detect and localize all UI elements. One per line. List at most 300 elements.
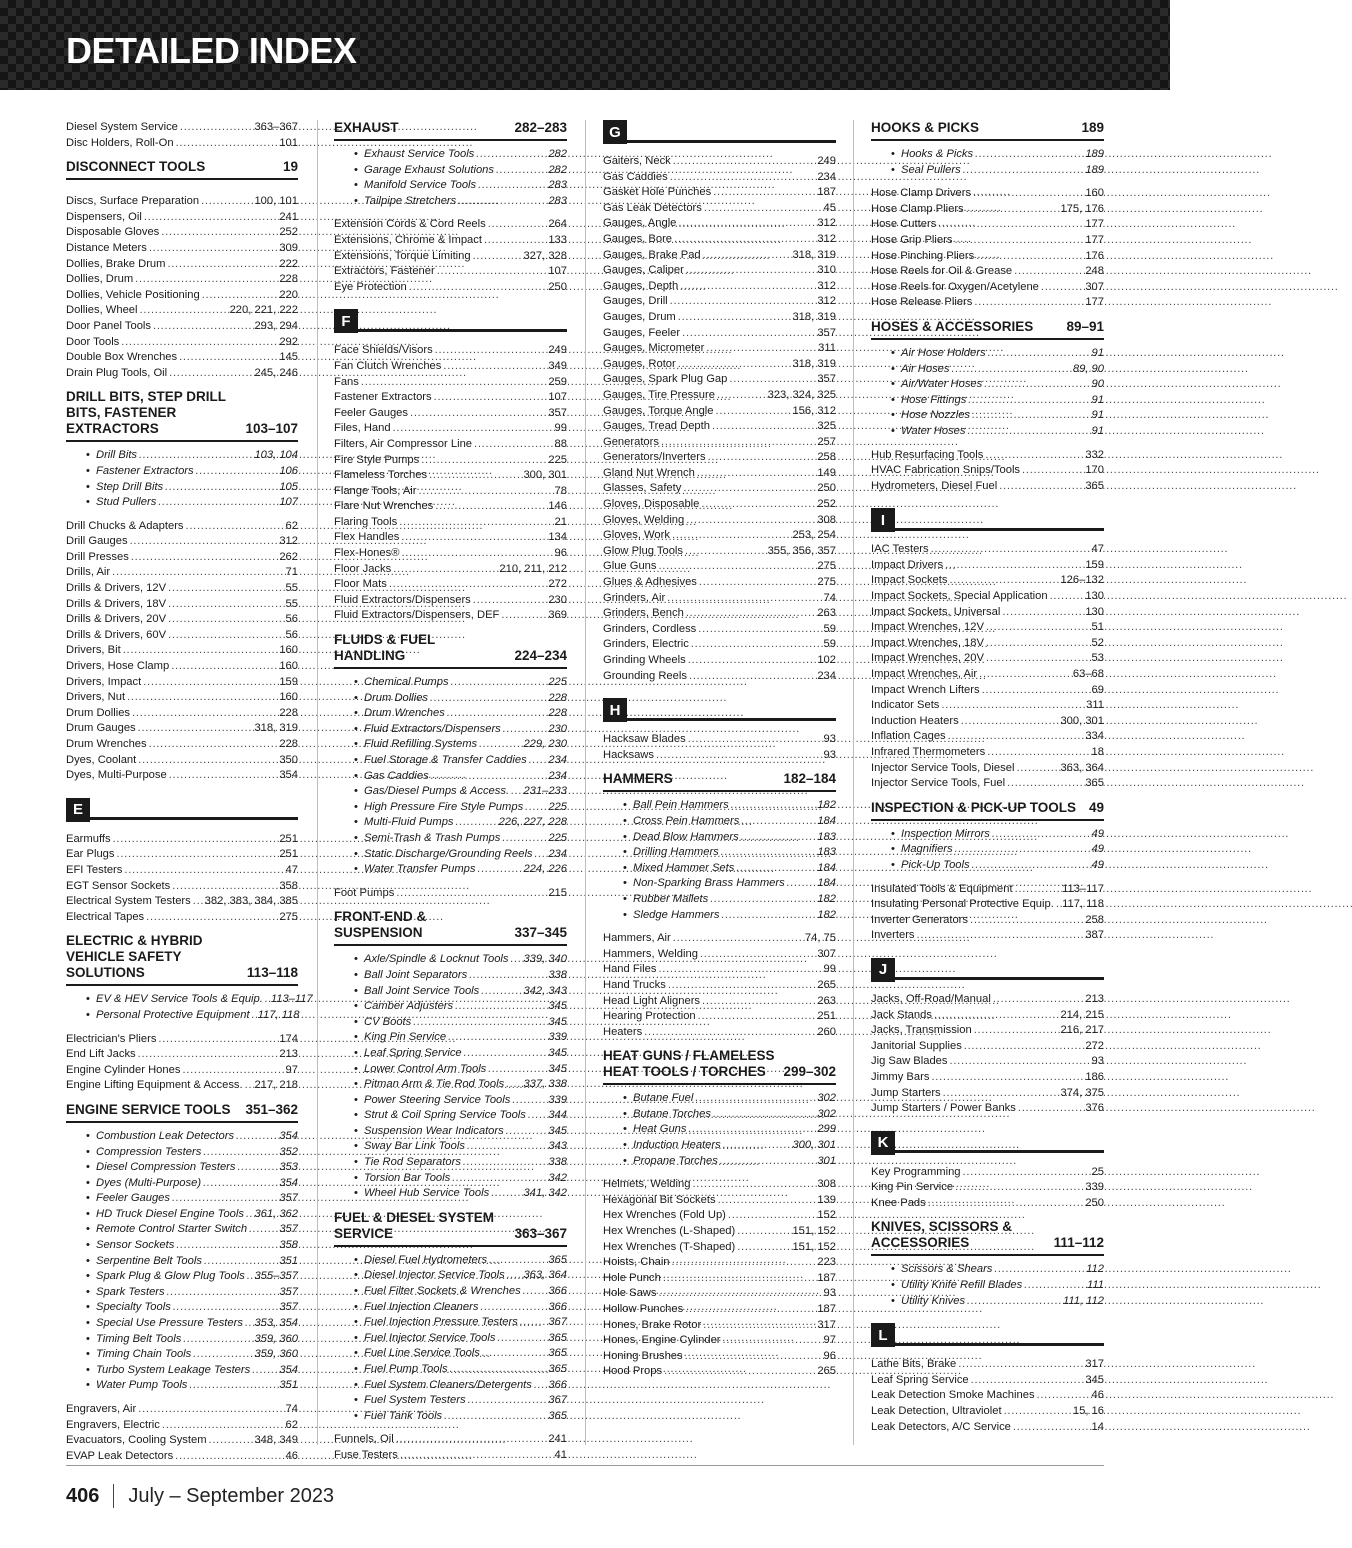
index-entry [871,667,1104,683]
dot-leader [663,1271,815,1287]
dot-leader [931,1070,1083,1086]
dot-leader [987,745,1089,761]
index-entry [603,388,836,404]
entry-name: Helmets, Welding [603,1178,691,1191]
index-entry [334,593,567,609]
dot-leader [967,424,1089,440]
index-entry [603,947,836,963]
dot-leader [704,201,822,217]
column-divider [317,120,318,1445]
page-ref: 365 [548,1253,567,1266]
index-entry [603,466,836,482]
entry-name: Injector Service Tools, Fuel [871,777,1006,790]
dot-leader [168,597,283,613]
page-ref: 299 [817,1123,836,1136]
page-ref: 62 [285,1418,298,1431]
entry-name: • Leaf Spring Service [364,1046,462,1059]
index-subentry [603,798,836,814]
entry-name: • Feeler Gauges [96,1192,171,1205]
page-ref: 183 [817,846,836,859]
page-ref: 318, 319 [792,357,836,370]
page-ref: 93 [823,748,836,761]
dot-leader [731,798,816,814]
dot-leader [452,1171,546,1187]
entry-name: Impact Wrenches, 20V [871,652,984,665]
dot-leader [455,999,546,1015]
dot-leader [712,419,815,435]
index-subentry [334,784,567,800]
page-ref: 182 [817,892,836,905]
dot-leader [132,706,277,722]
page-ref: 224, 226 [523,863,567,876]
page-ref: 361, 362 [254,1207,298,1220]
index-entry [66,550,298,566]
page-ref: 228 [548,691,567,704]
dot-leader [435,499,546,515]
section-title: DRILL BITS, STEP DRILL BITS, FASTENER EXTRACTORS [66,389,226,437]
entry-name: Drum Gauges [66,722,136,735]
entry-name: Glues & Adhesives [603,576,697,589]
dot-leader [529,753,547,769]
dot-leader [469,968,546,984]
entry-name: • Sledge Hammers [633,908,720,921]
index-subentry [334,769,567,785]
page-ref: 327, 328 [523,249,567,262]
entry-name: • Ball Joint Service Tools [364,984,480,997]
index-entry [66,210,298,226]
entry-name: Jimmy Bars [871,1070,930,1083]
dot-leader [361,375,546,391]
page-ref: 275 [817,576,836,589]
index-entry [603,1286,836,1302]
dot-leader [992,827,1090,843]
entry-name: Impact Wrenches, 12V [871,621,984,634]
index-entry [603,1240,836,1256]
entry-name: • Spark Plug & Glow Plug Tools [96,1270,245,1283]
entry-name: Extension Cords & Cord Reels [334,218,486,231]
page-ref: 366 [548,1300,567,1313]
page-ref: 112 [1086,1263,1104,1276]
index-subentry [334,1315,567,1331]
entry-name: Hand Trucks [603,978,666,991]
letter-rule [90,817,298,820]
page-ref: 345 [548,1124,567,1137]
page-ref: 338 [548,1156,567,1169]
page-ref: 228 [279,706,298,719]
page-ref: 263 [817,994,836,1007]
spacer [603,684,836,698]
entry-name: Extensions, Chrome & Impact [334,233,482,246]
page-ref: 325 [817,420,836,433]
entry-name: Fluid Extractors/Dispensers [334,593,471,606]
dot-leader [713,185,815,201]
entry-name: Jig Saw Blades [871,1055,948,1068]
index-entry [603,497,836,513]
entry-name: • Dyes (Multi-Purpose) [96,1176,202,1189]
entry-name: • Heat Guns [633,1123,687,1136]
section-heading [603,1048,836,1085]
dot-leader [720,1154,816,1170]
page-ref: 46 [285,1449,298,1462]
dot-leader [986,620,1090,636]
entry-name: Hand Files [603,963,657,976]
page-ref: 91 [1091,393,1104,406]
page-ref: 357 [279,1301,298,1314]
entry-name: • Ball Pein Hammers [633,799,729,812]
entry-name: • Semi-Trash & Trash Pumps [364,831,501,844]
entry-name: Dollies, Brake Drum [66,257,166,270]
index-subentry [334,1030,567,1046]
entry-name: Generators/Inverters [603,451,706,464]
dot-leader [450,1362,547,1378]
page-ref: 71 [285,566,298,579]
dot-leader [787,876,816,892]
page-ref: 250 [1085,1196,1104,1209]
index-entry [871,651,1104,667]
dot-leader [528,1108,546,1124]
index-subentry [334,952,567,968]
dot-leader [429,468,521,484]
index-entry [603,653,836,669]
page-ref: 187 [817,1271,836,1284]
page-ref: 345 [1085,1373,1104,1386]
page-ref: 259 [548,375,567,388]
dot-leader [685,1302,815,1318]
page-ref: 69 [1091,683,1104,696]
entry-name: • Drum Dollies [364,691,429,704]
dot-leader [658,1286,821,1302]
index-entry [871,1357,1104,1373]
page-ref: 90 [1091,378,1104,391]
page-ref: 250 [548,280,567,293]
index-subentry [334,1268,567,1284]
dot-leader [963,163,1084,179]
page-ref: 275 [817,560,836,573]
section-heading [334,120,567,141]
dot-leader [430,691,546,707]
dot-leader [252,1008,256,1024]
index-subentry [334,1346,567,1362]
dot-leader [158,1032,277,1048]
dot-leader [502,831,546,847]
index-entry [871,992,1104,1008]
index-entry [66,272,298,288]
index-subentry [334,1171,567,1187]
dot-leader [503,722,547,738]
index-entry [871,233,1104,249]
dot-leader [1050,589,1084,605]
page-ref: 74, 75 [804,932,836,945]
dot-leader [984,377,1089,393]
dot-leader [658,559,815,575]
index-entry [603,232,836,248]
entry-name: Drills & Drivers, 12V [66,582,167,595]
index-entry [66,690,298,706]
dot-leader [497,1331,546,1347]
section-title: ELECTRIC & HYBRID VEHICLE SAFETY SOLUTIONS [66,933,203,981]
entry-name: Discs, Surface Preparation [66,195,200,208]
index-entry [603,310,836,326]
entry-name: Gauges, Drum [603,310,676,323]
entry-name: Hacksaws [603,748,654,761]
index-entry [603,357,836,373]
index-entry [334,421,567,437]
entry-name: Fan Clutch Wrenches [334,359,442,372]
page-ref: 318, 319 [792,248,836,261]
dot-leader [667,591,821,607]
page-ref: 160 [279,644,298,657]
index-entry [871,882,1104,898]
index-column-4 [871,120,1104,1435]
page-ref: 282 [548,163,567,176]
entry-name: Impact Drivers [871,558,944,571]
dot-leader [673,931,803,947]
dot-leader [491,1186,521,1202]
page-ref: 334 [1085,730,1104,743]
entry-name: • Camber Adjusters [364,1000,454,1013]
entry-name: • Remote Control Starter Switch [96,1223,248,1236]
page-ref: 133 [548,233,567,246]
index-entry [66,303,298,319]
dot-leader [249,1222,277,1238]
dot-leader [456,815,497,831]
dot-leader [193,1347,252,1363]
index-subentry [334,847,567,863]
entry-name: EGT Sensor Sockets [66,879,171,892]
entry-name: Double Box Wrenches [66,351,178,364]
section-title: HOOKS & PICKS [871,120,980,135]
dot-leader [985,448,1083,464]
page-ref: 345 [548,1015,567,1028]
page-ref: 97 [285,1063,298,1076]
page-ref: 339, 340 [523,953,567,966]
entry-name: Hollow Punches [603,1303,684,1315]
spacer [871,440,1104,448]
page-ref: 318, 319 [254,722,298,735]
page-ref: 365 [548,1331,567,1344]
page-ref: 317 [1085,1358,1104,1371]
index-entry [334,359,567,375]
index-entry [334,249,567,265]
entry-name: • Utility Knives [901,1294,966,1307]
dot-leader [972,408,1090,424]
entry-name: Hose Reels for Oxygen/Acetylene [871,280,1039,293]
dot-leader [488,1062,546,1078]
dot-leader [176,1238,277,1254]
dot-leader [934,1008,1058,1024]
index-entry [603,994,836,1010]
index-entry [66,1032,298,1048]
page-ref: 345 [548,1062,567,1075]
dot-leader [511,952,522,968]
index-entry [66,534,298,550]
index-entry [603,544,836,560]
page-ref: 348, 349 [254,1434,298,1447]
dot-leader [473,249,522,265]
header-banner [0,0,1170,90]
index-entry [603,1364,836,1380]
dot-leader [678,310,791,326]
dot-leader [713,1107,815,1123]
entry-name: Floor Jacks [334,562,392,575]
page-ref: 234 [817,669,836,682]
entry-name: Glue Guns [603,560,657,573]
index-entry [603,637,836,653]
index-subentry [603,845,836,861]
section-pages: 282–283 [514,120,567,135]
dot-leader [123,643,278,659]
page-ref: 160 [1085,187,1104,200]
entry-name: • Drilling Hammers [633,846,719,859]
entry-name: Flex-Hones® [334,547,400,560]
index-subentry [66,1300,298,1316]
page-ref: 14 [1091,1420,1104,1433]
dot-leader [716,404,791,420]
index-subentry [66,1363,298,1379]
page-ref: 339 [548,1031,567,1044]
dot-leader [399,515,552,531]
dot-leader [167,257,277,273]
dot-leader [966,202,1059,218]
section-pages: 189 [1081,120,1104,135]
dot-leader [479,737,521,753]
entry-name: • EV & HEV Service Tools & Equip. [96,993,263,1006]
index-entry [603,216,836,232]
dot-leader [506,1124,547,1140]
entry-name: • Seal Pullers [901,163,961,176]
dot-leader [943,1086,1059,1102]
spacer [66,1394,298,1402]
dot-leader [180,120,253,136]
dot-leader [478,178,546,194]
dot-leader [986,651,1090,667]
letter-rule [895,1150,1104,1153]
index-subentry [66,1332,298,1348]
index-entry [603,248,836,264]
entry-name: Gloves, Welding [603,513,685,526]
dot-leader [135,272,277,288]
entry-name: Drivers, Nut [66,691,126,704]
letter-rule [895,977,1104,980]
entry-name: Key Programming [871,1165,961,1178]
entry-name: Gauges, Micrometer [603,342,705,355]
index-entry [871,776,1104,792]
index-entry [871,761,1104,777]
dot-leader [955,1180,1083,1196]
entry-name: Gas Caddies [603,170,668,183]
entry-name: Feeler Gauges [334,406,409,419]
dot-leader [401,546,552,562]
dot-leader [698,1009,816,1025]
index-entry [66,366,298,382]
index-entry [871,264,1104,280]
index-subentry [871,163,1104,179]
entry-name: Foot Pumps [334,886,395,899]
index-column-2 [334,120,567,1464]
index-subentry [871,424,1104,440]
entry-name: Drills & Drivers, 60V [66,628,167,641]
page-ref: 226, 227, 228 [498,816,567,829]
page-ref: 186 [1085,1070,1104,1083]
page-ref: 365 [548,1409,567,1422]
spacer [871,178,1104,186]
index-subentry [603,876,836,892]
page-ref: 177 [1085,296,1104,309]
entry-name: • Hose Fittings [901,393,967,406]
index-entry [66,1063,298,1079]
index-entry [66,565,298,581]
dot-leader [196,464,278,480]
page-ref: 130 [1085,605,1104,618]
entry-name: Gauges, Bore [603,232,673,245]
index-entry [66,288,298,304]
entry-name: • HD Truck Diesel Engine Tools [96,1207,244,1220]
index-entry [334,406,567,422]
entry-name: • Drill Bits [96,449,138,462]
entry-name: • Timing Belt Tools [96,1332,182,1345]
letter-badge: K [871,1131,895,1155]
page-ref: 310 [817,264,836,277]
entry-name: Gauges, Feeler [603,326,681,339]
page-ref: 228 [279,738,298,750]
dot-leader [974,295,1083,311]
entry-name: • Sway Bar Link Tools [364,1140,465,1153]
index-subentry [871,827,1104,843]
index-subentry [66,1285,298,1301]
index-entry [603,294,836,310]
dot-leader [143,675,277,691]
page-ref: 365 [548,1363,567,1375]
page-ref: 230 [548,722,567,735]
dot-leader [672,528,791,544]
dot-leader [691,637,822,653]
entry-name: Earmuffs [66,832,111,845]
index-subentry [334,147,567,163]
dot-leader [1018,1101,1083,1117]
dot-leader [1016,761,1058,777]
index-entry [66,597,298,613]
entry-name: • Step Drill Bits [96,480,164,493]
entry-name: Hole Saws [603,1287,657,1300]
index-entry [603,341,836,357]
page-ref: 106 [279,464,298,477]
index-entry [603,279,836,295]
dot-leader [448,1030,546,1046]
page-ref: 354 [279,1363,298,1376]
entry-name: Gauges, Caliper [603,264,684,277]
index-entry [871,1388,1104,1404]
index-entry [66,350,298,366]
spacer [871,874,1104,882]
page-footer [66,1484,334,1508]
entry-name: • Gas Caddies [364,769,429,782]
entry-name: EVAP Leak Detectors [66,1449,174,1462]
index-subentry [603,1091,836,1107]
dot-leader [982,683,1090,699]
page-ref: 341, 342 [523,1187,567,1200]
page-ref: 249 [817,155,836,167]
dot-leader [678,216,815,232]
entry-name: Indicator Sets [871,699,940,712]
page-ref: 283 [548,179,567,192]
page-ref: 312 [817,279,836,292]
page-ref: 96 [823,1349,836,1362]
page-ref: 220 [279,288,298,301]
page-ref: 257 [817,435,836,448]
index-entry [871,1070,1104,1086]
index-entry [603,154,836,170]
index-entry [603,481,836,497]
